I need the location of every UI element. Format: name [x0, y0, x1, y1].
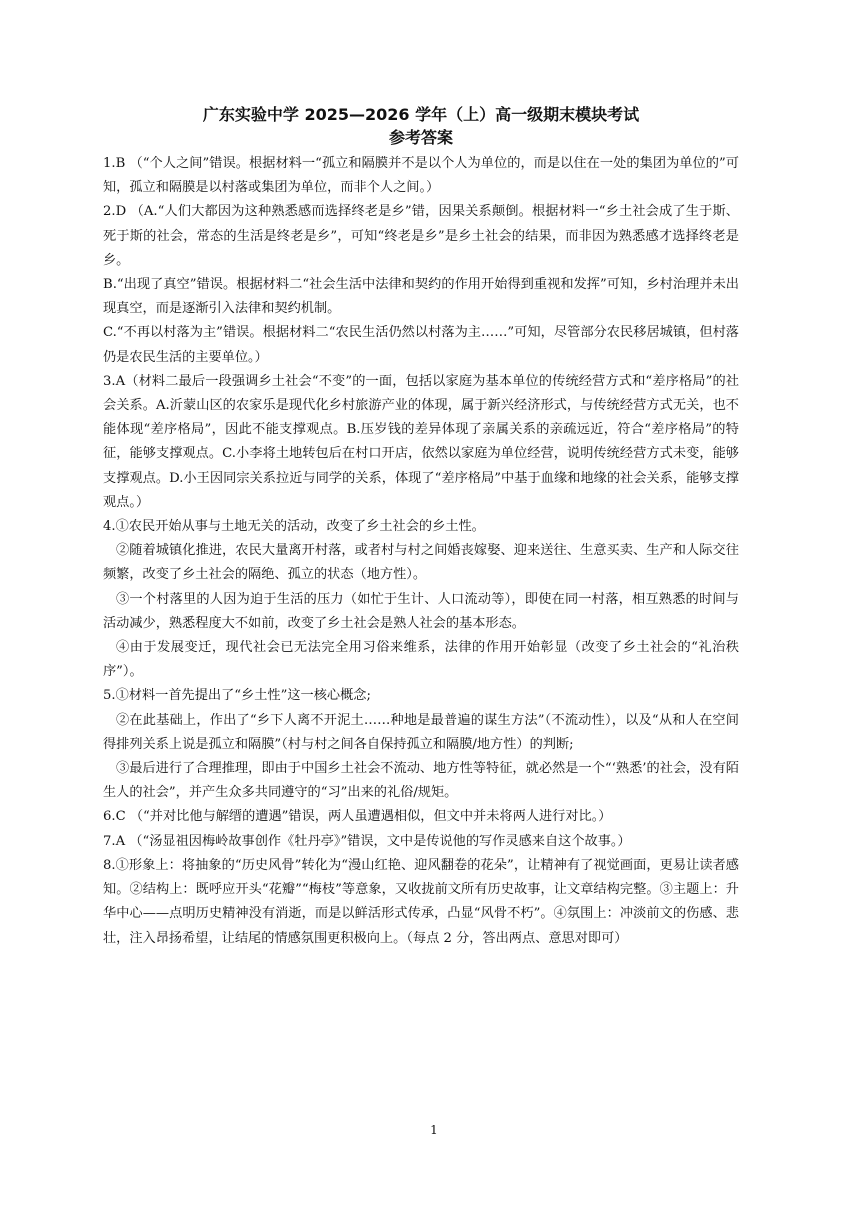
answer-paragraph: 5.①材料一首先提出了“乡土性”这一核心概念;: [103, 688, 371, 704]
answer-paragraph: 2.D （A.“人们大都因为这种熟悉感而选择终老是乡”错，因果关系颠倒。根据材料一“乡土社会成了生于斯、死于斯的社会，常态的生活是终老是乡”，可知“终老是乡”是乡土社会的结果，而非因为熟悉感才选择终老是乡。: [103, 204, 739, 268]
answer-list: [103, 152, 739, 951]
answer-paragraph: C.“不再以村落为主”错误。根据材料二“农民生活仍然以村落为主……”可知，尽管部分农民移居城镇，但村落仍是农民生活的主要单位。）: [103, 325, 739, 365]
answer-paragraph: 8.①形象上：将抽象的“历史风骨”转化为“漫山红艳、迎风翻卷的花朵”，让精神有了视觉画面，更易让读者感知。②结构上：既呼应开头“花瓣”“梅枝”等意象，又收拢前文所有历史故事，让文章结构完整。③主题上：升华中心——点明历史精神没有消逝，而是以鲜活形式传承，凸显“风骨不朽”。④氛围上：冲淡前文的伤感、悲壮，注入昂扬希望，让结尾的情感氛围更积极向上。（每点 2 分，答出两点、意思对即可）: [103, 857, 739, 946]
answer-paragraph: ②随着城镇化推进，农民大量离开村落，或者村与村之间婚丧嫁娶、迎来送往、生意买卖、生产和人际交往频繁，改变了乡土社会的隔绝、孤立的状态（地方性）。: [103, 543, 739, 583]
answer-paragraph: 1.B （“个人之间”错误。根据材料一“孤立和隔膜并不是以个人为单位的，而是以住在一处的集团为单位的”可知，孤立和隔膜是以村落或集团为单位，而非个人之间。）: [103, 156, 739, 196]
document-subtitle: 参考答案: [388, 128, 453, 147]
answer-paragraph: ④由于发展变迁，现代社会已无法完全用习俗来维系，法律的作用开始彰显（改变了乡土社会的“礼治秩序”）。: [103, 640, 739, 680]
answer-paragraph: 4.①农民开始从事与土地无关的活动，改变了乡土社会的乡土性。: [103, 519, 485, 535]
answer-document: [103, 104, 739, 951]
answer-paragraph: ②在此基础上，作出了“乡下人离不开泥土……种地是最普遍的谋生方法”（不流动性），以及“从和人在空间得排列关系上说是孤立和隔膜”（村与村之间各自保持孤立和隔膜/地方性）的判断;: [103, 712, 739, 752]
answer-paragraph: 3.A（材料二最后一段强调乡土社会“不变”的一面，包括以家庭为基本单位的传统经营方式和“差序格局”的社会关系。A.沂蒙山区的农家乐是现代化乡村旅游产业的体现，属于新兴经济形式，与传统经营方式无关，也不能体现“差序格局”，因此不能支撑观点。B.压岁钱的差异体现了亲属关系的亲疏远近，符合“差序格局”的特征，能够支撑观点。C.小李将土地转包后在村口开店，依然以家庭为单位经营，说明传统经营方式未变，能够支撑观点。D.小王因同宗关系拉近与同学的关系，体现了“差序格局”中基于血缘和地缘的社会关系，能够支撑观点。）: [103, 373, 739, 510]
answer-paragraph: B.“出现了真空”错误。根据材料二“社会生活中法律和契约的作用开始得到重视和发挥”可知，乡村治理并未出现真空，而是逐渐引入法律和契约机制。: [103, 277, 739, 317]
document-title: 广东实验中学 2025—2026 学年（上）高一级期末模块考试: [202, 105, 640, 124]
answer-paragraph: 7.A （“汤显祖因梅岭故事创作《牡丹亭》”错误，文中是传说他的写作灵感来自这个故事。）: [103, 833, 631, 849]
answer-paragraph: 6.C （“并对比他与解缙的遭遇”错误，两人虽遭遇相似，但文中并未将两人进行对比。）: [103, 809, 612, 825]
answer-paragraph: ③一个村落里的人因为迫于生活的压力（如忙于生计、人口流动等），即使在同一村落，相互熟悉的时间与活动减少，熟悉程度大不如前，改变了乡土社会是熟人社会的基本形态。: [103, 591, 739, 631]
answer-paragraph: ③最后进行了合理推理，即由于中国乡土社会不流动、地方性等特征，就必然是一个“‘熟悉’的社会，没有陌生人的社会”，并产生众多共同遵守的“习”出来的礼俗/规矩。: [103, 761, 739, 801]
page-number: 1: [430, 1123, 438, 1137]
